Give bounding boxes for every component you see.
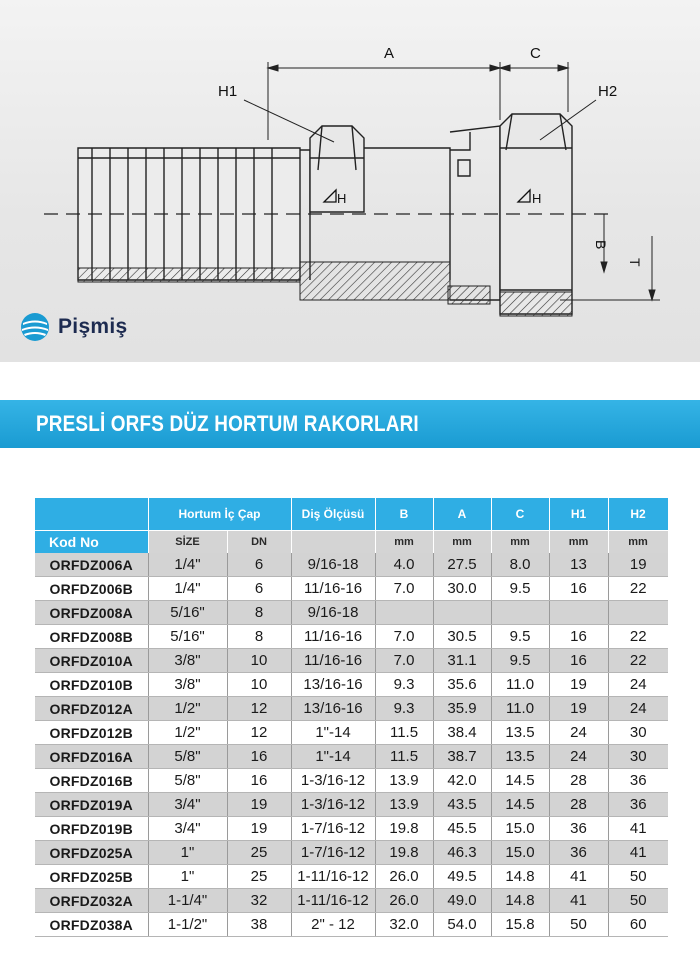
table-row [35,625,668,649]
subheader-size: SİZE [148,531,227,554]
label-t: T [627,258,643,267]
cell-thread: 9/16-18 [291,601,375,625]
cell-thread: 11/16-16 [291,577,375,601]
cell-size: 3/4" [148,817,227,841]
drawing-panel [0,0,700,362]
cell-b: 9.3 [375,697,433,721]
cell-h2: 19 [608,553,668,577]
cell-dn: 25 [227,865,291,889]
cell-size: 1" [148,865,227,889]
cell-h1: 13 [549,553,608,577]
cell-size: 1-1/2" [148,913,227,937]
cell-dn: 8 [227,601,291,625]
cell-a: 30.5 [433,625,491,649]
table-row [35,793,668,817]
cell-h2: 22 [608,577,668,601]
cell-size: 1" [148,841,227,865]
cell-h1: 24 [549,721,608,745]
header-h1: H1 [549,498,608,531]
header-blank [35,498,148,531]
cell-c: 15.0 [491,817,549,841]
table-row [35,601,668,625]
header-b: B [375,498,433,531]
cell-code: ORFDZ025A [35,841,148,865]
cell-dn: 6 [227,553,291,577]
cell-dn: 16 [227,769,291,793]
header-dis: Diş Ölçüsü [291,498,375,531]
cell-c: 15.8 [491,913,549,937]
cell-b: 4.0 [375,553,433,577]
cell-c: 14.8 [491,889,549,913]
cell-a: 35.9 [433,697,491,721]
cell-thread: 1-7/16-12 [291,841,375,865]
cell-h2: 50 [608,889,668,913]
unit-h2: mm [608,531,668,554]
cell-a: 54.0 [433,913,491,937]
cell-dn: 38 [227,913,291,937]
cell-size: 1/2" [148,697,227,721]
cell-b: 9.3 [375,673,433,697]
cell-h2: 24 [608,697,668,721]
section-hatching [78,262,572,316]
cell-c: 14.5 [491,793,549,817]
cell-dn: 12 [227,697,291,721]
label-h1: H1 [218,83,238,100]
cell-code: ORFDZ012B [35,721,148,745]
cell-h1: 19 [549,697,608,721]
cell-thread: 13/16-16 [291,697,375,721]
cell-a: 38.7 [433,745,491,769]
cell-size: 5/16" [148,601,227,625]
cell-dn: 32 [227,889,291,913]
cell-h2: 50 [608,865,668,889]
cell-dn: 12 [227,721,291,745]
cell-c: 14.5 [491,769,549,793]
table-row [35,817,668,841]
cell-h1: 16 [549,577,608,601]
cell-dn: 19 [227,817,291,841]
table-row [35,553,668,577]
cell-c [491,601,549,625]
cell-b: 26.0 [375,865,433,889]
brand-name: Pişmiş [58,315,128,338]
header-kod: Kod No [35,531,148,554]
cell-thread: 1-3/16-12 [291,769,375,793]
cell-code: ORFDZ019B [35,817,148,841]
cell-h2: 30 [608,745,668,769]
cell-h1: 50 [549,913,608,937]
cell-c: 11.0 [491,697,549,721]
label-c: C [530,45,541,62]
cell-b: 7.0 [375,649,433,673]
cell-h2: 24 [608,673,668,697]
cell-c: 14.8 [491,865,549,889]
unit-c: mm [491,531,549,554]
cell-code: ORFDZ025B [35,865,148,889]
table-row [35,865,668,889]
cell-a: 49.0 [433,889,491,913]
cell-code: ORFDZ008A [35,601,148,625]
page-title: PRESLİ ORFS DÜZ HORTUM RAKORLARI [36,411,419,436]
table-row [35,577,668,601]
cell-h2: 41 [608,817,668,841]
cell-h2: 60 [608,913,668,937]
cell-h2: 30 [608,721,668,745]
cell-b: 32.0 [375,913,433,937]
cell-h1 [549,601,608,625]
cell-dn: 10 [227,649,291,673]
cell-h1: 41 [549,889,608,913]
label-h2: H2 [598,83,618,100]
cell-size: 1/2" [148,721,227,745]
cell-code: ORFDZ008B [35,625,148,649]
cell-h1: 41 [549,865,608,889]
cell-code: ORFDZ032A [35,889,148,913]
subheader-row [35,531,668,554]
cell-c: 13.5 [491,721,549,745]
cell-a: 42.0 [433,769,491,793]
cell-dn: 6 [227,577,291,601]
cell-size: 5/8" [148,745,227,769]
cell-b: 11.5 [375,745,433,769]
cell-thread: 1-11/16-12 [291,889,375,913]
cell-size: 1/4" [148,553,227,577]
label-a: A [384,45,395,62]
cell-h1: 16 [549,649,608,673]
header-c: C [491,498,549,531]
cell-c: 8.0 [491,553,549,577]
cell-b: 19.8 [375,817,433,841]
cell-code: ORFDZ010A [35,649,148,673]
label-b: B [593,240,609,250]
cell-a [433,601,491,625]
cell-b: 7.0 [375,577,433,601]
table-row [35,721,668,745]
cell-size: 1-1/4" [148,889,227,913]
spec-table [35,498,669,937]
cell-thread: 11/16-16 [291,625,375,649]
cell-b: 26.0 [375,889,433,913]
cell-code: ORFDZ006A [35,553,148,577]
cell-c: 9.5 [491,577,549,601]
table-row [35,841,668,865]
cell-thread: 1"-14 [291,745,375,769]
cell-code: ORFDZ019A [35,793,148,817]
title-bar [0,400,700,448]
cell-code: ORFDZ038A [35,913,148,937]
cell-b [375,601,433,625]
table-row [35,889,668,913]
cell-size: 3/4" [148,793,227,817]
header-hortum: Hortum İç Çap [148,498,291,531]
table-row [35,745,668,769]
cell-c: 11.0 [491,673,549,697]
cell-a: 46.3 [433,841,491,865]
cell-h1: 16 [549,625,608,649]
cell-h2: 41 [608,841,668,865]
subheader-dn: DN [227,531,291,554]
cell-code: ORFDZ006B [35,577,148,601]
table-row [35,673,668,697]
cell-dn: 8 [227,625,291,649]
cell-h2: 22 [608,625,668,649]
brand-logo-icon [20,312,50,342]
cell-a: 27.5 [433,553,491,577]
cell-h1: 36 [549,841,608,865]
cell-thread: 13/16-16 [291,673,375,697]
cell-dn: 19 [227,793,291,817]
cell-dn: 16 [227,745,291,769]
cell-b: 19.8 [375,841,433,865]
brand-logo [20,312,128,342]
cell-a: 38.4 [433,721,491,745]
table-row [35,697,668,721]
cell-h2: 22 [608,649,668,673]
cell-thread: 1-7/16-12 [291,817,375,841]
cell-size: 3/8" [148,649,227,673]
cell-h1: 28 [549,769,608,793]
cell-size: 3/8" [148,673,227,697]
cell-a: 35.6 [433,673,491,697]
cell-b: 11.5 [375,721,433,745]
hex-label-1: H [337,191,347,206]
cell-thread: 1-11/16-12 [291,865,375,889]
cell-dn: 10 [227,673,291,697]
cell-h2: 36 [608,793,668,817]
unit-a: mm [433,531,491,554]
cell-thread: 1-3/16-12 [291,793,375,817]
cell-h1: 36 [549,817,608,841]
hex-label-2: H [532,191,542,206]
fitting-technical-drawing [0,0,700,362]
cell-a: 31.1 [433,649,491,673]
cell-a: 45.5 [433,817,491,841]
cell-code: ORFDZ016B [35,769,148,793]
header-a: A [433,498,491,531]
cell-thread: 2" - 12 [291,913,375,937]
cell-h1: 24 [549,745,608,769]
table-row [35,649,668,673]
cell-code: ORFDZ016A [35,745,148,769]
table-row [35,913,668,937]
cell-c: 15.0 [491,841,549,865]
header-row [35,498,668,531]
subheader-blank [291,531,375,554]
cell-code: ORFDZ012A [35,697,148,721]
cell-c: 9.5 [491,625,549,649]
cell-b: 13.9 [375,793,433,817]
cell-thread: 9/16-18 [291,553,375,577]
cell-h1: 28 [549,793,608,817]
header-h2: H2 [608,498,668,531]
unit-h1: mm [549,531,608,554]
cell-h2: 36 [608,769,668,793]
cell-a: 49.5 [433,865,491,889]
cell-size: 1/4" [148,577,227,601]
cell-thread: 11/16-16 [291,649,375,673]
cell-thread: 1"-14 [291,721,375,745]
cell-h2 [608,601,668,625]
cell-b: 13.9 [375,769,433,793]
cell-c: 9.5 [491,649,549,673]
cell-c: 13.5 [491,745,549,769]
cell-size: 5/8" [148,769,227,793]
cell-code: ORFDZ010B [35,673,148,697]
unit-b: mm [375,531,433,554]
table-row [35,769,668,793]
cell-b: 7.0 [375,625,433,649]
cell-size: 5/16" [148,625,227,649]
cell-h1: 19 [549,673,608,697]
cell-a: 30.0 [433,577,491,601]
cell-dn: 25 [227,841,291,865]
cell-a: 43.5 [433,793,491,817]
